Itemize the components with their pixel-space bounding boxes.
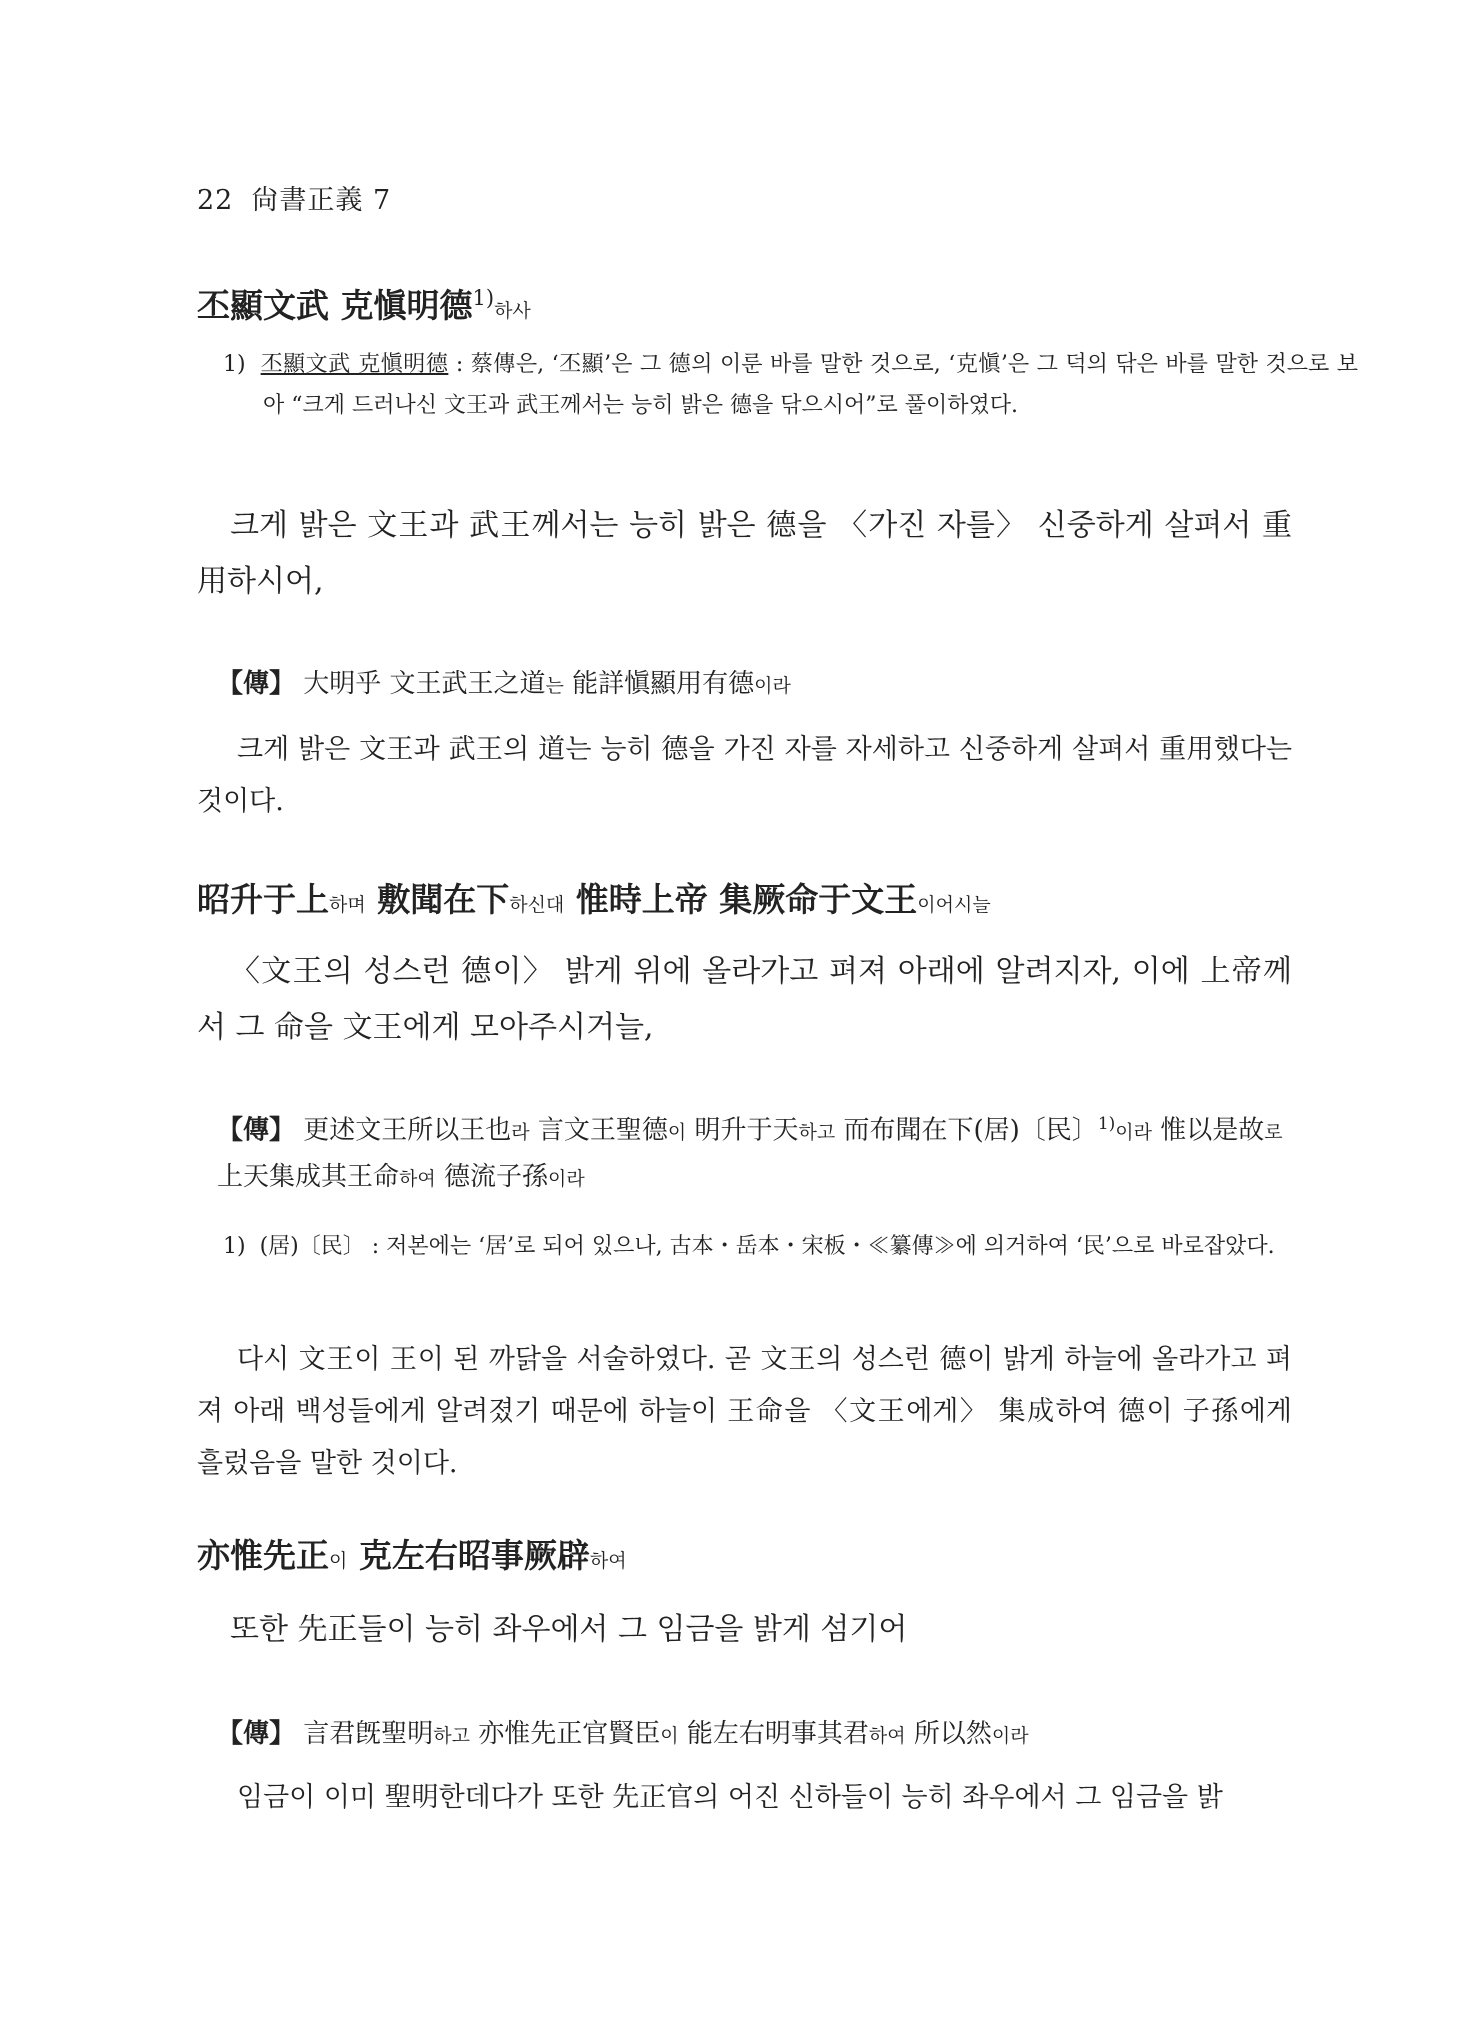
commentary-text xyxy=(197,1712,1312,1758)
commentary-tag: 【傳】 xyxy=(217,1719,296,1749)
classic-text xyxy=(197,276,1292,333)
hanja-reading-ending: 이라 xyxy=(1115,1121,1152,1144)
commentary-text xyxy=(197,662,1312,708)
hanja-reading-ending: 하여 xyxy=(589,1550,627,1572)
classic-phrase: 克左右昭事厥辟 xyxy=(347,1536,590,1575)
hanja-reading-ending: 이어시늘 xyxy=(917,894,991,916)
commentary-tag: 【傳】 xyxy=(217,669,296,699)
classic-phrase: 昭升于上 xyxy=(197,880,329,919)
classic-text xyxy=(197,1534,1292,1583)
book-title: 尙書正義 7 xyxy=(251,185,392,216)
hanja-reading-ending: 하고 xyxy=(433,1725,470,1747)
commentary-phrase: 德流子孫 xyxy=(435,1161,548,1192)
commentary-phrase: 能詳愼顯用有德 xyxy=(563,669,755,699)
footnote-marker: 1) xyxy=(1097,1114,1116,1134)
page-number: 22 xyxy=(197,185,234,216)
footnote-number: 1) xyxy=(223,352,246,377)
commentary-phrase: 惟以是故 xyxy=(1151,1115,1265,1146)
hanja-reading-ending: 이 xyxy=(667,1121,687,1144)
commentary-translation: 크게 밝은 文王과 武王의 道는 능히 德을 가진 자를 자세하고 신중하게 살펴서 重用했다는 것이다. xyxy=(197,734,1292,817)
commentary-translation: 다시 文王이 王이 된 까닭을 서술하였다. 곧 文王의 성스런 德이 밝게 하늘에 올라가고 펴져 아래 백성들에게 알려졌기 때문에 하늘이 王命을 〈文王에게〉 集成하여 德이 子孫에게 흘렀음을 말한 것이다. xyxy=(197,1344,1292,1479)
hanja-reading-ending: 하신대 xyxy=(509,894,565,916)
footnote-text: (居)〔民〕 : 저본에는 ‘居’로 되어 있으나, 古本・岳本・宋板・≪纂傳≫에 의거하여 ‘民’으로 바로잡았다. xyxy=(259,1234,1275,1259)
hanja-reading-ending: 이 xyxy=(660,1725,679,1747)
footnote xyxy=(197,1226,1358,1267)
hanja-reading-ending: 이라 xyxy=(548,1167,585,1190)
commentary-phrase: 大明乎 文王武王之道 xyxy=(295,669,546,699)
hanja-reading-ending: 이라 xyxy=(991,1725,1029,1747)
footnote-number: 1) xyxy=(223,1234,246,1259)
hanja-reading-ending: 하사 xyxy=(494,300,531,322)
hanja-reading-ending: 라 xyxy=(511,1121,530,1144)
classic-phrase: 丕顯文武 克愼明德 xyxy=(197,286,473,325)
footnote-headword: 丕顯文武 克愼明德 xyxy=(260,352,449,377)
hanja-reading-ending: 하고 xyxy=(798,1121,836,1144)
classic-phrase: 亦惟先正 xyxy=(197,1536,329,1575)
classic-translation: 〈文王의 성스런 德이〉 밝게 위에 올라가고 펴져 아래에 알려지자, 이에 上帝께서 그 命을 文王에게 모아주시거늘, xyxy=(197,954,1292,1045)
classic-translation: 크게 밝은 文王과 武王께서는 능히 밝은 德을 〈가진 자를〉 신중하게 살펴서 重用하시어, xyxy=(197,508,1292,599)
hanja-reading-ending: 하여 xyxy=(399,1167,436,1190)
hanja-reading-ending: 이 xyxy=(329,1550,348,1572)
running-header xyxy=(197,178,1292,217)
commentary-tag: 【傳】 xyxy=(217,1115,296,1146)
commentary-phrase: 能左右明事其君 xyxy=(678,1719,869,1749)
commentary-phrase: 亦惟先正官賢臣 xyxy=(470,1719,661,1749)
commentary-phrase: 所以然 xyxy=(905,1719,992,1749)
commentary-phrase: 而布聞在下(居)〔民〕 xyxy=(835,1115,1098,1146)
hanja-reading-ending: 하며 xyxy=(329,894,366,916)
commentary-phrase: 言君旣聖明 xyxy=(295,1719,434,1749)
classic-translation: 또한 先正들이 능히 좌우에서 그 임금을 밝게 섬기어 xyxy=(230,1612,908,1647)
commentary-translation: 임금이 이미 聖明한데다가 또한 先正官의 어진 신하들이 능히 좌우에서 그 임금을 밝 xyxy=(237,1782,1223,1813)
hanja-reading-ending: 이라 xyxy=(754,675,791,697)
commentary-phrase: 言文王聖德 xyxy=(529,1115,668,1146)
commentary-text xyxy=(197,1102,1312,1201)
classic-text xyxy=(197,878,1292,927)
classic-phrase: 敷聞在下 xyxy=(365,880,510,919)
commentary-phrase: 明升于天 xyxy=(686,1115,799,1146)
hanja-reading-ending: 로 xyxy=(1264,1121,1283,1144)
commentary-phrase: 上天集成其王命 xyxy=(217,1161,400,1192)
hanja-reading-ending: 하여 xyxy=(868,1725,906,1747)
hanja-reading-ending: 는 xyxy=(545,675,564,697)
classic-phrase: 惟時上帝 集厥命于文王 xyxy=(564,880,918,919)
footnote-marker: 1) xyxy=(472,286,495,310)
footnote xyxy=(197,344,1358,426)
commentary-phrase: 更述文王所以王也 xyxy=(295,1115,512,1146)
footnote-text: : 蔡傳은, ‘丕顯’은 그 德의 이룬 바를 말한 것으로, ‘克愼’은 그 덕의 닦은 바를 말한 것으로 보아 “크게 드러나신 文王과 武王께서는 능히 밝은 德을 닦으시어”로 풀이하였다. xyxy=(263,352,1358,418)
